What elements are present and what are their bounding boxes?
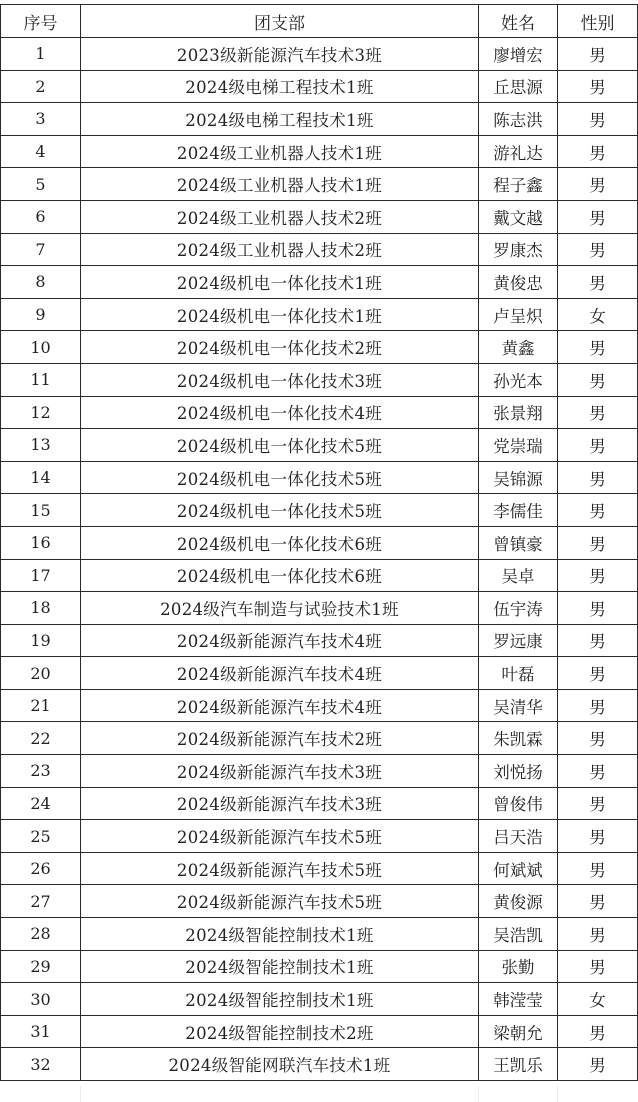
serial-number-cell: 14 xyxy=(1,461,81,494)
name-cell: 戴文越 xyxy=(479,200,558,233)
gender-cell: 男 xyxy=(558,755,638,788)
name-cell: 何斌斌 xyxy=(479,852,558,885)
serial-number-cell: 20 xyxy=(1,657,81,690)
name-cell: 吴浩凯 xyxy=(479,918,558,951)
table-row xyxy=(1,168,638,201)
league-branch-cell: 2024级新能源汽车技术5班 xyxy=(81,852,479,885)
league-branch-cell: 2024级机电一体化技术3班 xyxy=(81,363,479,396)
serial-number-cell: 25 xyxy=(1,820,81,853)
table-row xyxy=(1,494,638,527)
empty-grid-area xyxy=(0,1086,637,1102)
gender-cell: 男 xyxy=(558,1015,638,1048)
table-body xyxy=(1,38,638,1081)
table-row xyxy=(1,429,638,462)
league-branch-cell: 2024级机电一体化技术5班 xyxy=(81,494,479,527)
gender-cell: 男 xyxy=(558,70,638,103)
gender-cell: 男 xyxy=(558,429,638,462)
table-row xyxy=(1,1048,638,1081)
table-row xyxy=(1,1015,638,1048)
table-row xyxy=(1,38,638,71)
league-branch-cell: 2024级机电一体化技术4班 xyxy=(81,396,479,429)
serial-number-cell: 5 xyxy=(1,168,81,201)
serial-number-cell: 15 xyxy=(1,494,81,527)
name-cell: 黄俊源 xyxy=(479,885,558,918)
league-branch-cell: 2024级机电一体化技术1班 xyxy=(81,266,479,299)
table-row xyxy=(1,363,638,396)
name-cell: 孙光本 xyxy=(479,363,558,396)
gender-cell: 男 xyxy=(558,722,638,755)
gender-cell: 男 xyxy=(558,363,638,396)
table-row xyxy=(1,266,638,299)
table-row xyxy=(1,722,638,755)
grid-line xyxy=(478,1086,479,1102)
table-row xyxy=(1,200,638,233)
league-branch-cell: 2024级新能源汽车技术2班 xyxy=(81,722,479,755)
gender-cell: 男 xyxy=(558,624,638,657)
league-branch-cell: 2024级新能源汽车技术3班 xyxy=(81,787,479,820)
name-cell: 李儒佳 xyxy=(479,494,558,527)
table-row xyxy=(1,526,638,559)
gender-cell: 男 xyxy=(558,200,638,233)
gender-cell: 男 xyxy=(558,1048,638,1081)
name-cell: 张景翔 xyxy=(479,396,558,429)
league-branch-cell: 2024级新能源汽车技术4班 xyxy=(81,657,479,690)
league-branch-cell: 2024级汽车制造与试验技术1班 xyxy=(81,592,479,625)
serial-number-cell: 6 xyxy=(1,200,81,233)
serial-number-cell: 23 xyxy=(1,755,81,788)
league-branch-cell: 2024级机电一体化技术1班 xyxy=(81,298,479,331)
gender-cell: 女 xyxy=(558,983,638,1016)
league-branch-cell: 2024级工业机器人技术1班 xyxy=(81,135,479,168)
gender-cell: 男 xyxy=(558,918,638,951)
name-cell: 朱凯霖 xyxy=(479,722,558,755)
table-row xyxy=(1,70,638,103)
serial-number-cell: 10 xyxy=(1,331,81,364)
name-cell: 刘悦扬 xyxy=(479,755,558,788)
league-branch-cell: 2024级机电一体化技术6班 xyxy=(81,559,479,592)
name-cell: 张勤 xyxy=(479,950,558,983)
name-cell: 王凯乐 xyxy=(479,1048,558,1081)
gender-cell: 男 xyxy=(558,852,638,885)
member-table xyxy=(0,4,638,1081)
name-cell: 黄俊忠 xyxy=(479,266,558,299)
gender-cell: 男 xyxy=(558,266,638,299)
serial-number-cell: 1 xyxy=(1,38,81,71)
gender-cell: 男 xyxy=(558,396,638,429)
table-row xyxy=(1,918,638,951)
table-row xyxy=(1,852,638,885)
name-cell: 梁朝允 xyxy=(479,1015,558,1048)
league-branch-cell: 2024级工业机器人技术1班 xyxy=(81,168,479,201)
serial-number-cell: 13 xyxy=(1,429,81,462)
table-row xyxy=(1,983,638,1016)
league-branch-cell: 2024级智能网联汽车技术1班 xyxy=(81,1048,479,1081)
gender-cell: 男 xyxy=(558,820,638,853)
serial-number-cell: 4 xyxy=(1,135,81,168)
gender-cell: 男 xyxy=(558,657,638,690)
gender-cell: 男 xyxy=(558,950,638,983)
gender-cell: 男 xyxy=(558,38,638,71)
name-cell: 卢呈炽 xyxy=(479,298,558,331)
name-cell: 丘思源 xyxy=(479,70,558,103)
table-row xyxy=(1,396,638,429)
serial-number-cell: 32 xyxy=(1,1048,81,1081)
table-row xyxy=(1,135,638,168)
header-gender: 性别 xyxy=(558,5,638,38)
league-branch-cell: 2024级智能控制技术2班 xyxy=(81,1015,479,1048)
table-row xyxy=(1,689,638,722)
gender-cell: 男 xyxy=(558,494,638,527)
name-cell: 游礼达 xyxy=(479,135,558,168)
table-row xyxy=(1,559,638,592)
league-branch-cell: 2024级机电一体化技术6班 xyxy=(81,526,479,559)
serial-number-cell: 26 xyxy=(1,852,81,885)
name-cell: 吴清华 xyxy=(479,689,558,722)
name-cell: 伍宇涛 xyxy=(479,592,558,625)
table-row xyxy=(1,820,638,853)
gender-cell: 男 xyxy=(558,103,638,136)
header-serial-number: 序号 xyxy=(1,5,81,38)
table-row xyxy=(1,950,638,983)
table-row xyxy=(1,298,638,331)
league-branch-cell: 2024级机电一体化技术2班 xyxy=(81,331,479,364)
serial-number-cell: 24 xyxy=(1,787,81,820)
name-cell: 罗康杰 xyxy=(479,233,558,266)
serial-number-cell: 27 xyxy=(1,885,81,918)
serial-number-cell: 18 xyxy=(1,592,81,625)
league-branch-cell: 2024级工业机器人技术2班 xyxy=(81,233,479,266)
header-league-branch: 团支部 xyxy=(81,5,479,38)
gender-cell: 男 xyxy=(558,559,638,592)
table-row xyxy=(1,787,638,820)
table-row xyxy=(1,103,638,136)
gender-cell: 男 xyxy=(558,331,638,364)
serial-number-cell: 12 xyxy=(1,396,81,429)
grid-line xyxy=(557,1086,558,1102)
serial-number-cell: 11 xyxy=(1,363,81,396)
table-row xyxy=(1,657,638,690)
gender-cell: 男 xyxy=(558,233,638,266)
gender-cell: 男 xyxy=(558,592,638,625)
table-header-row xyxy=(1,5,638,38)
league-branch-cell: 2024级机电一体化技术5班 xyxy=(81,461,479,494)
table-row xyxy=(1,885,638,918)
serial-number-cell: 31 xyxy=(1,1015,81,1048)
name-cell: 程子鑫 xyxy=(479,168,558,201)
serial-number-cell: 17 xyxy=(1,559,81,592)
name-cell: 党崇瑞 xyxy=(479,429,558,462)
table-row xyxy=(1,755,638,788)
name-cell: 叶磊 xyxy=(479,657,558,690)
name-cell: 黄鑫 xyxy=(479,331,558,364)
serial-number-cell: 29 xyxy=(1,950,81,983)
table-row xyxy=(1,461,638,494)
gender-cell: 男 xyxy=(558,168,638,201)
league-branch-cell: 2024级电梯工程技术1班 xyxy=(81,103,479,136)
member-list-sheet xyxy=(0,4,637,1081)
name-cell: 曾俊伟 xyxy=(479,787,558,820)
league-branch-cell: 2024级新能源汽车技术4班 xyxy=(81,624,479,657)
gender-cell: 男 xyxy=(558,135,638,168)
serial-number-cell: 9 xyxy=(1,298,81,331)
league-branch-cell: 2024级智能控制技术1班 xyxy=(81,983,479,1016)
gender-cell: 男 xyxy=(558,689,638,722)
serial-number-cell: 22 xyxy=(1,722,81,755)
league-branch-cell: 2024级新能源汽车技术5班 xyxy=(81,885,479,918)
header-name: 姓名 xyxy=(479,5,558,38)
table-row xyxy=(1,233,638,266)
serial-number-cell: 3 xyxy=(1,103,81,136)
name-cell: 罗远康 xyxy=(479,624,558,657)
league-branch-cell: 2024级电梯工程技术1班 xyxy=(81,70,479,103)
name-cell: 吴锦源 xyxy=(479,461,558,494)
league-branch-cell: 2024级新能源汽车技术5班 xyxy=(81,820,479,853)
serial-number-cell: 21 xyxy=(1,689,81,722)
table-row xyxy=(1,331,638,364)
name-cell: 吴卓 xyxy=(479,559,558,592)
grid-line xyxy=(80,1086,81,1102)
name-cell: 陈志洪 xyxy=(479,103,558,136)
name-cell: 韩滢莹 xyxy=(479,983,558,1016)
table-row xyxy=(1,624,638,657)
serial-number-cell: 30 xyxy=(1,983,81,1016)
table-row xyxy=(1,592,638,625)
gender-cell: 男 xyxy=(558,885,638,918)
name-cell: 吕天浩 xyxy=(479,820,558,853)
gender-cell: 女 xyxy=(558,298,638,331)
serial-number-cell: 28 xyxy=(1,918,81,951)
serial-number-cell: 7 xyxy=(1,233,81,266)
league-branch-cell: 2024级工业机器人技术2班 xyxy=(81,200,479,233)
gender-cell: 男 xyxy=(558,526,638,559)
name-cell: 廖增宏 xyxy=(479,38,558,71)
league-branch-cell: 2024级新能源汽车技术4班 xyxy=(81,689,479,722)
serial-number-cell: 2 xyxy=(1,70,81,103)
name-cell: 曾镇豪 xyxy=(479,526,558,559)
league-branch-cell: 2024级机电一体化技术5班 xyxy=(81,429,479,462)
league-branch-cell: 2023级新能源汽车技术3班 xyxy=(81,38,479,71)
gender-cell: 男 xyxy=(558,461,638,494)
league-branch-cell: 2024级智能控制技术1班 xyxy=(81,950,479,983)
serial-number-cell: 16 xyxy=(1,526,81,559)
serial-number-cell: 19 xyxy=(1,624,81,657)
serial-number-cell: 8 xyxy=(1,266,81,299)
league-branch-cell: 2024级新能源汽车技术3班 xyxy=(81,755,479,788)
league-branch-cell: 2024级智能控制技术1班 xyxy=(81,918,479,951)
gender-cell: 男 xyxy=(558,787,638,820)
